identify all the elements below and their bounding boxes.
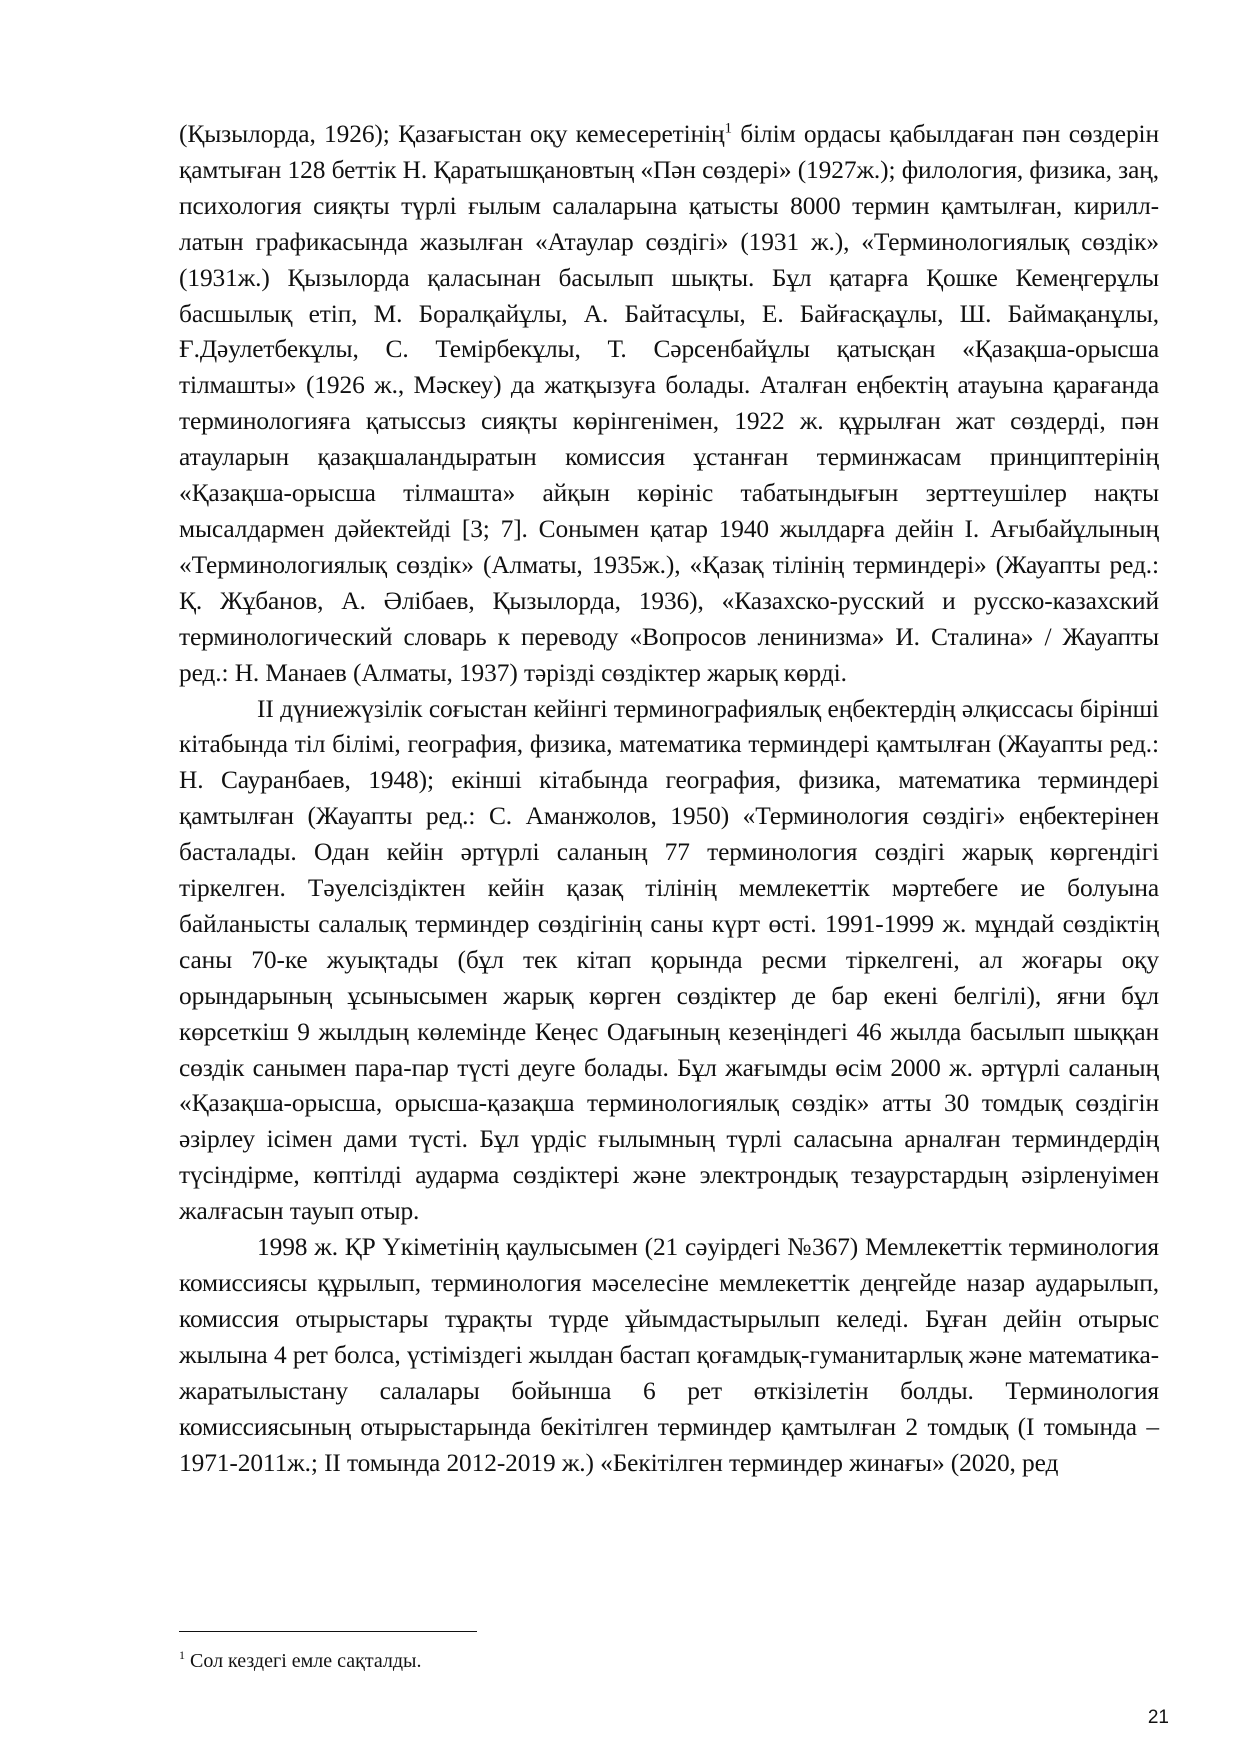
page-number: 21 [1147, 1707, 1169, 1728]
paragraph-1-start: (Қызылорда, 1926); Қазағыстан оқу кемесеретінің [179, 120, 725, 148]
main-text [179, 117, 1159, 1481]
footnote-separator [179, 1631, 477, 1632]
paragraph-2: ІІ дүниежүзілік соғыстан кейінгі терминографиялық еңбектердің әлқиссасы бірінші кітабында тіл білімі, география, физика, математика терминдері қамтылған (Жауапты ред.: Н. Сауранбаев, 1948); екінші кітабында география, физика, математика терминдері қамтылған (Жауапты ред.: С. Аманжолов, 1950) «Терминология сөздігі» еңбектерінен басталады. Одан кейін әртүрлі саланың 77 терминология сөздігі жарық көргендігі тіркелген. Тәуелсіздіктен кейін қазақ тілінің мемлекеттік мәртебеге ие болуына байланысты салалық терминдер сөздігінің саны күрт өсті. 1991-1999 ж. мұндай сөздіктің саны 70-ке жуықтады (бұл тек кітап қорында ресми тіркелгені, ал жоғары оқу орындарының ұсынысымен жарық көрген сөздіктер де бар екені белгілі), яғни бұл көрсеткіш 9 жылдың көлемінде Кеңес Одағының кезеңіндегі 46 жылда басылып шыққан сөздік санымен пара-пар түсті деуге болады. Бұл жағымды өсім 2000 ж. әртүрлі саланың «Қазақша-орысша, орысша-қазақша терминологиялық сөздік» атты 30 томдық сөздігін әзірлеу ісімен дами түсті. Бұл үрдіс ғылымның түрлі саласына арналған терминдердің түсіндірме, көптілді аударма сөздіктері және электрондық тезаурстардың әзірленуімен жалғасын тауып отыр. [179, 694, 1159, 1226]
footnote-text: Сол кездегі емле сақталды. [190, 1650, 422, 1672]
footnote-number: 1 [179, 1648, 185, 1663]
paragraph-3: 1998 ж. ҚР Үкіметінің қаулысымен (21 сәуірдегі №367) Мемлекеттік терминология комиссиясы құрылып, терминология мәселесіне мемлекеттік деңгейде назар аударылып, комиссия отырыстары тұрақты түрде ұйымдастырылып келеді. Бұған дейін отырыс жылына 4 рет болса, үстіміздегі жылдан бастап қоғамдық-гуманитарлық және математика-жаратылыстану салалары бойынша 6 рет өткізілетін болды. Терминология комиссиясының отырыстарында бекітілген терминдер қамтылған 2 томдық (І томында – 1971-2011ж.; ІІ томында 2012-2019 ж.) «Бекітілген терминдер жинағы» (2020, ред [179, 1233, 1159, 1477]
paragraph-1-rest: білім ордасы қабылдаған пән сөздерін қамтыған 128 беттік Н. Қаратышқановтың «Пән сөздері» (1927ж.); филология, физика, заң, психология сияқты түрлі ғылым салаларына қатысты 8000 термин қамтылған, кирилл-латын графикасында жазылған «Атаулар сөздігі» (1931 ж.), «Терминологиялық сөздік» (1931ж.) Қызылорда қаласынан басылып шықты. Бұл қатарға Қошке Кемеңгерұлы басшылық етіп, М. Боралқайұлы, А. Байтасұлы, Е. Байғасқаұлы, Ш. Баймақанұлы, Ғ.Дәулетбекұлы, С. Темірбекұлы, Т. Сәрсенбайұлы қатысқан «Қазақша-орысша тілмашты» (1926 ж., Мәскеу) да жатқызуға болады. Аталған еңбектің атауына қарағанда терминологияға қатыссыз сияқты көрінгенімен, 1922 ж. құрылған жат сөздерді, пән атауларын қазақшаландыратын комиссия ұстанған терминжасам принциптерінің «Қазақша-орысша тілмашта» айқын көрініс табатындығын зерттеушілер нақты мысалдармен дәйектейді [3; 7]. Сонымен қатар 1940 жылдарға дейін І. Ағыбайұлының «Терминологиялық сөздік» (Алматы, 1935ж.), «Қазақ тілінің терминдері» (Жауапты ред.: Қ. Жұбанов, А. Әлібаев, Қызылорда, 1936), «Казахско-русский и русско-казахский терминологический словарь к переводу «Вопросов ленинизма» И. Сталина» / Жауапты ред.: Н. Манаев (Алматы, 1937) тәрізді сөздіктер жарық көрді. [179, 120, 1160, 687]
footnote [179, 1648, 1079, 1674]
paragraph-1 [179, 117, 1159, 692]
footnote-reference[interactable]: 1 [724, 120, 732, 137]
